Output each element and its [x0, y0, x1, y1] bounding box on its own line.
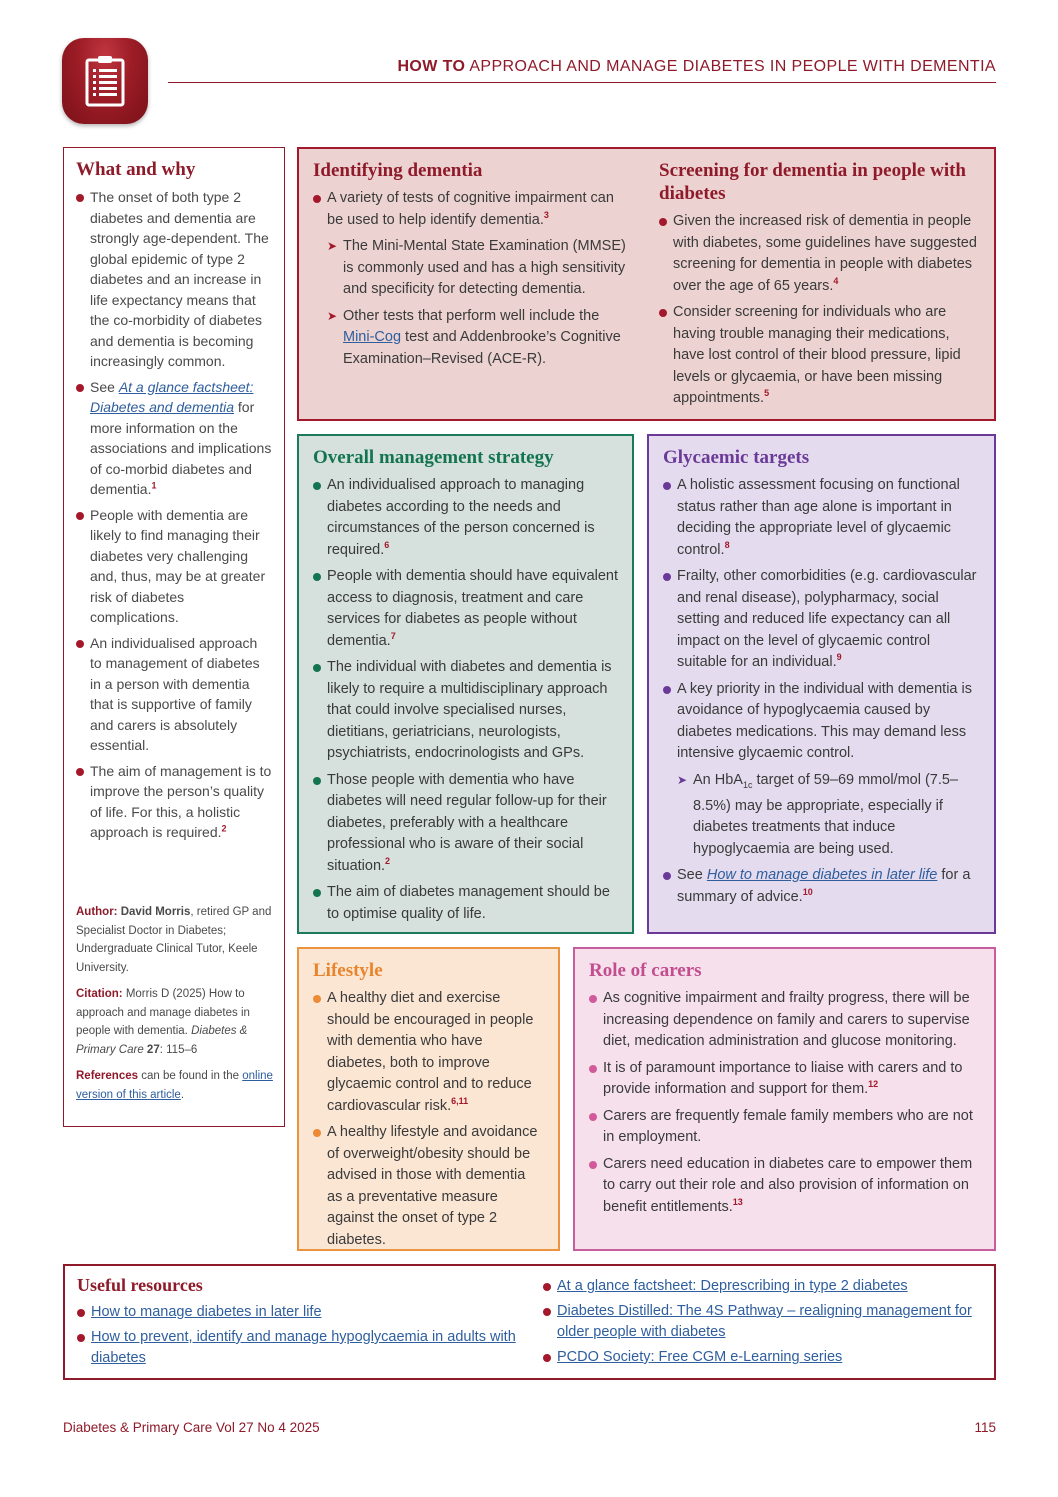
bullet-icon	[659, 309, 667, 317]
references-note: References can be found in the online version of this article.	[76, 1070, 273, 1101]
resource-item	[543, 1347, 983, 1368]
bullet-icon	[77, 1334, 85, 1342]
bullet-icon	[76, 194, 84, 202]
list-item: A healthy lifestyle and avoidance of overweight/obesity should be advised in those with dementia as a preventative measure against the onset of type 2 diabetes.	[313, 1122, 544, 1251]
page-title: HOW TO APPROACH AND MANAGE DIABETES IN PEOPLE WITH DEMENTIA	[397, 58, 996, 75]
list-item: A healthy diet and exercise should be encouraged in people with dementia who have diabetes, both to improve glycaemic control and to reduce cardiovascular risk.$^{6,11}$	[313, 988, 544, 1117]
bullet-icon	[313, 664, 321, 672]
list-item: The onset of both type 2 diabetes and dementia are strongly age-dependent. The global epidemic of type 2 diabetes and an increase in life expectancy means that the co-morbidity of diabetes and dementia is becoming increasingly common.	[76, 187, 272, 372]
role-of-carers-panel	[573, 947, 996, 1251]
article-credits	[76, 903, 276, 1112]
resource-item	[77, 1327, 527, 1369]
lifestyle-panel	[297, 947, 560, 1251]
bullet-icon	[663, 482, 671, 490]
list-item: The aim of management is to improve the person’s quality of life. For this, a holistic approach is required.$^2$	[76, 761, 272, 843]
bullet-icon	[543, 1308, 551, 1316]
list-item: An individualised approach to managing diabetes according to the needs and circumstances of the person concerned is required.$^6$	[313, 475, 618, 561]
list-item: As cognitive impairment and frailty progress, there will be increasing dependence on family and carers to supervise diet, medication administration and glucose monitoring.	[589, 988, 980, 1053]
list-item: The individual with diabetes and dementia is likely to require a multidisciplinary approach that could involve specialised nurses, dietitians, geriatricians, neurologists, psychiatrists, endocrinologists and GPs.	[313, 657, 618, 765]
list-item: A key priority in the individual with dementia is avoidance of hypoglycaemia caused by diabetes medications. This may demand less intensive glycaemic control.	[663, 679, 980, 765]
list-item: Frailty, other comorbidities (e.g. cardiovascular and renal disease), polypharmacy, social setting and reduced life expectancy can all impact on the level of glycaemic control suitable for an individual.$^9$	[663, 566, 980, 674]
bullet-icon	[313, 995, 321, 1003]
bullet-icon	[77, 1309, 85, 1317]
glycaemic-targets-panel	[647, 434, 996, 934]
list-item: Carers need education in diabetes care to empower them to carry out their role and also provision of information on benefit entitlements.$^{13}$	[589, 1154, 980, 1219]
resource-item	[543, 1276, 983, 1297]
later-life-link[interactable]: How to manage diabetes in later life	[706, 867, 938, 884]
bullet-icon	[313, 777, 321, 785]
resource-link[interactable]: PCDO Society: Free CGM e-Learning series	[557, 1349, 843, 1365]
mini-cog-link[interactable]: Mini-Cog	[343, 329, 402, 345]
bullet-icon	[589, 995, 597, 1003]
bullet-icon	[76, 384, 84, 392]
sub-list-item: ➤ The Mini-Mental State Examination (MMSE) is commonly used and has a high sensitivity and specificity for detecting dementia.	[327, 238, 626, 297]
list-item: The aim of diabetes management should be to optimise quality of life.	[313, 882, 618, 925]
bullet-icon	[76, 768, 84, 776]
resource-item	[77, 1302, 527, 1323]
list-item: People with dementia should have equivalent access to diagnosis, treatment and care services for diabetes as people without dementia.$^7$	[313, 566, 618, 652]
resource-link[interactable]: How to prevent, identify and manage hypoglycaemia in adults with diabetes	[91, 1329, 516, 1366]
sub-list-item: ➤ Other tests that perform well include the Mini-Cog test and Addenbrooke’s Cognitive Examination–Revised (ACE-R).	[327, 307, 621, 367]
clipboard-icon	[85, 55, 125, 107]
list-item: See How to manage diabetes in later life for a summary of advice.$^{10}$	[663, 865, 980, 908]
header-divider	[168, 82, 996, 83]
bullet-icon	[313, 889, 321, 897]
section-heading: Useful resources	[77, 1275, 203, 1295]
resource-link[interactable]: How to manage diabetes in later life	[91, 1304, 322, 1320]
citation: Citation: Morris D (2025) How to approach and manage diabetes in people with dementia. Diabetes & Primary Care 27: 115–6	[76, 988, 250, 1056]
list-item: Consider screening for individuals who are having trouble managing their medications, have lost control of their blood pressure, lipid levels or glycaemia, or have been missing appointments.$^5$	[659, 302, 984, 410]
resource-link[interactable]: Diabetes Distilled: The 4S Pathway – realigning management for older people with diabetes	[557, 1303, 972, 1340]
sub-list-item: ➤ An HbA$_{1c}$ target of 59–69 mmol/mol (7.5–8.5%) may be appropriate, especially if diabetes treatments that induce hypoglycaemia are being used.	[677, 771, 959, 857]
list-item: Given the increased risk of dementia in people with diabetes, some guidelines have suggested screening for dementia in people with diabetes over the age of 65 years.$^4$	[659, 211, 984, 297]
what-and-why-panel	[63, 147, 285, 1127]
bullet-icon	[659, 218, 667, 226]
author-info: Author: David Morris, retired GP and Specialist Doctor in Diabetes; Undergraduate Clinical Tutor, Keele University.	[76, 906, 272, 974]
factsheet-link[interactable]: At a glance factsheet: Diabetes and dementia	[90, 378, 254, 415]
screening-column	[659, 159, 984, 415]
arrow-bullet-icon: ➤	[677, 772, 688, 787]
section-heading: Lifestyle	[313, 960, 383, 981]
list-item: Carers are frequently female family members who are not in employment.	[589, 1106, 980, 1149]
bullet-icon	[589, 1161, 597, 1169]
bullet-icon	[76, 512, 84, 520]
section-heading: Glycaemic targets	[663, 447, 810, 468]
bullet-icon	[589, 1113, 597, 1121]
list-item: People with dementia are likely to find managing their diabetes very challenging and, thus, may be at greater risk of diabetes complications.	[76, 505, 272, 628]
section-heading: Role of carers	[589, 960, 702, 981]
list-item: A variety of tests of cognitive impairment can be used to help identify dementia.$^3$	[313, 188, 633, 231]
list-item: A holistic assessment focusing on functional status rather than age alone is important in deciding the appropriate level of glycaemic control.$^8$	[663, 475, 980, 561]
bullet-icon	[589, 1065, 597, 1073]
overall-management-panel	[297, 434, 634, 934]
bullet-icon	[313, 482, 321, 490]
bullet-icon	[76, 640, 84, 648]
bullet-icon	[313, 1129, 321, 1137]
arrow-bullet-icon: ➤	[327, 239, 338, 253]
section-heading: What and why	[76, 159, 196, 180]
bullet-icon	[663, 686, 671, 694]
identifying-column	[313, 159, 633, 375]
list-item: Those people with dementia who have diabetes will need regular follow-up for their diabetes, preferably with a healthcare professional who is aware of their social situation.$^2$	[313, 770, 618, 878]
bullet-icon	[543, 1354, 551, 1362]
list-item: An individualised approach to management of diabetes in a person with dementia that is supportive of family and carers is absolutely essential.	[76, 633, 272, 756]
bullet-icon	[663, 573, 671, 581]
online-version-link[interactable]: online version of this article	[76, 1070, 273, 1101]
bullet-icon	[543, 1283, 551, 1291]
bullet-icon	[313, 195, 321, 203]
clipboard-logo	[62, 38, 148, 124]
bullet-icon	[313, 573, 321, 581]
section-heading: Overall management strategy	[313, 447, 554, 468]
useful-resources-panel	[63, 1264, 996, 1380]
section-heading: Screening for dementia in people with diabetes	[659, 160, 966, 204]
identifying-dementia-panel	[297, 147, 996, 421]
list-item: It is of paramount importance to liaise with carers and to provide information and support for them.$^{12}$	[589, 1058, 980, 1101]
bullet-icon	[663, 872, 671, 880]
journal-footer: Diabetes & Primary Care Vol 27 No 4 2025	[63, 1420, 320, 1435]
list-item: See At a glance factsheet: Diabetes and dementia for more information on the associations and implications of co-morbid diabetes and dementia.$^1$	[76, 377, 272, 500]
arrow-bullet-icon: ➤	[327, 308, 338, 323]
page-number: 115	[974, 1420, 996, 1435]
resource-item	[543, 1301, 983, 1343]
section-heading: Identifying dementia	[313, 160, 483, 181]
resource-link[interactable]: At a glance factsheet: Deprescribing in type 2 diabetes	[557, 1278, 908, 1294]
